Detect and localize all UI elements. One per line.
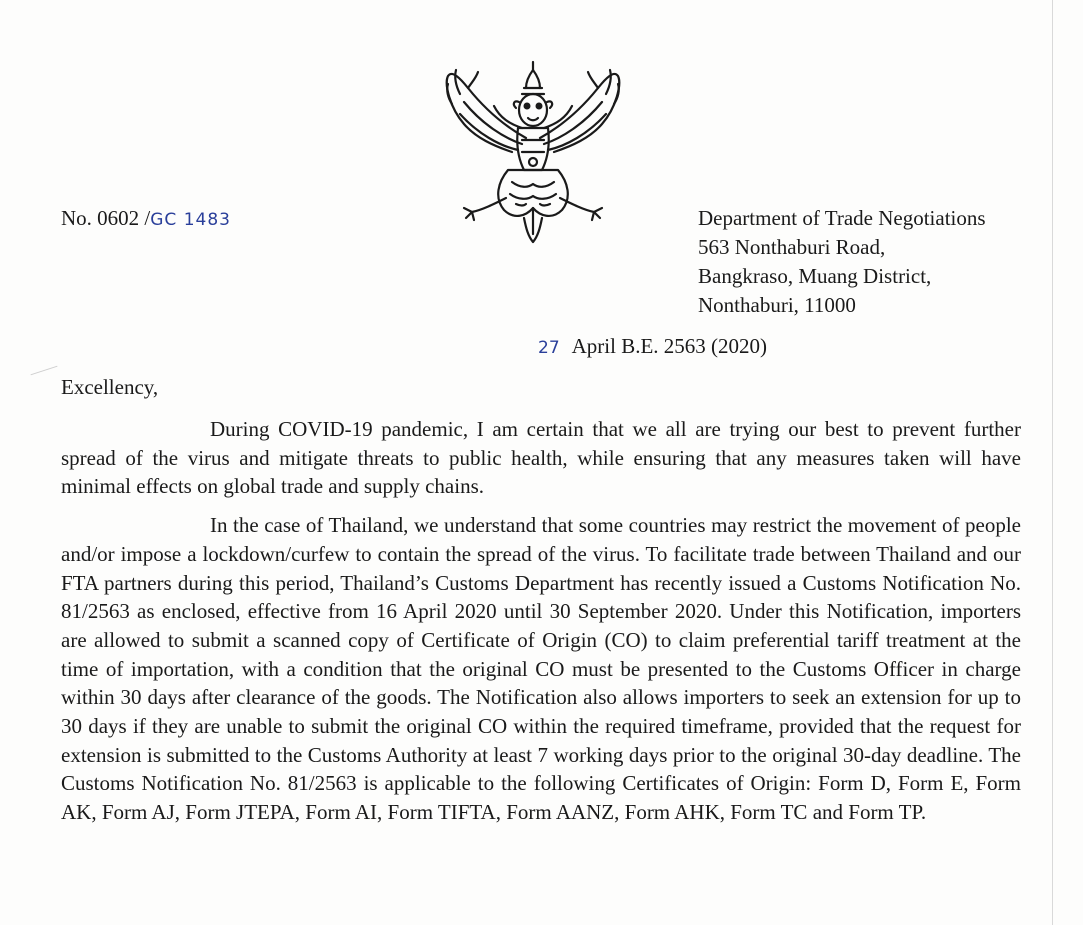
address-line: Nonthaburi, 11000 [698,293,856,317]
date-printed: April B.E. 2563 (2020) [571,334,768,358]
body-paragraph: During COVID-19 pandemic, I am certain that we all are trying our best to prevent further spread of the virus and mitigate threats to public health, while ensuring that any measures taken will have minimal effects on global trade and supply chains. [61,417,1021,499]
address-line: Bangkraso, Muang District, [698,264,932,288]
body-paragraph: In the case of Thailand, we understand that some countries may restrict the movement of people and/or impose a lockdown/curfew to contain the spread of the virus. To facilitate trade between Thailand and our FTA partners during this period, Thailand’s Customs Department has recently issued a Customs Notification No. 81/2563 as enclosed, effective from 16 April 2020 until 30 September 2020. Under this Notification, importers are allowed to submit a scanned copy of Certificate of Origin (CO) to claim preferential tariff treatment at the time of importation, with a condition that the original CO must be presented to the Customs Officer in charge within 30 days after clearance of the goods. The Notification also allows importers to seek an extension for up to 30 days if they are unable to submit the original CO within the required timeframe, provided that the request for extension is submitted to the Customs Authority at least 7 working days prior to the original 30-day deadline. The Customs Notification No. 81/2563 is applicable to the following Certificates of Origin: Form D, Form E, Form AK, Form AJ, Form JTEPA, Form AI, Form TIFTA, Form AANZ, Form AHK, Form TC and Form TP. [61,513,1021,825]
letter-body [61,415,1021,827]
reference-printed: No. 0602 / [61,206,151,230]
garuda-emblem-icon [438,58,628,250]
reference-handwritten: GC 1483 [150,210,231,230]
date-handwritten-day: 27 [538,338,560,358]
reference-number [61,204,231,234]
salutation: Excellency, [61,375,159,399]
address-line: Department of Trade Negotiations [698,206,986,230]
letter-date [538,332,767,362]
sender-address [698,204,986,320]
page-edge-line [1052,0,1053,925]
scan-mark [31,366,58,376]
address-line: 563 Nonthaburi Road, [698,235,886,259]
